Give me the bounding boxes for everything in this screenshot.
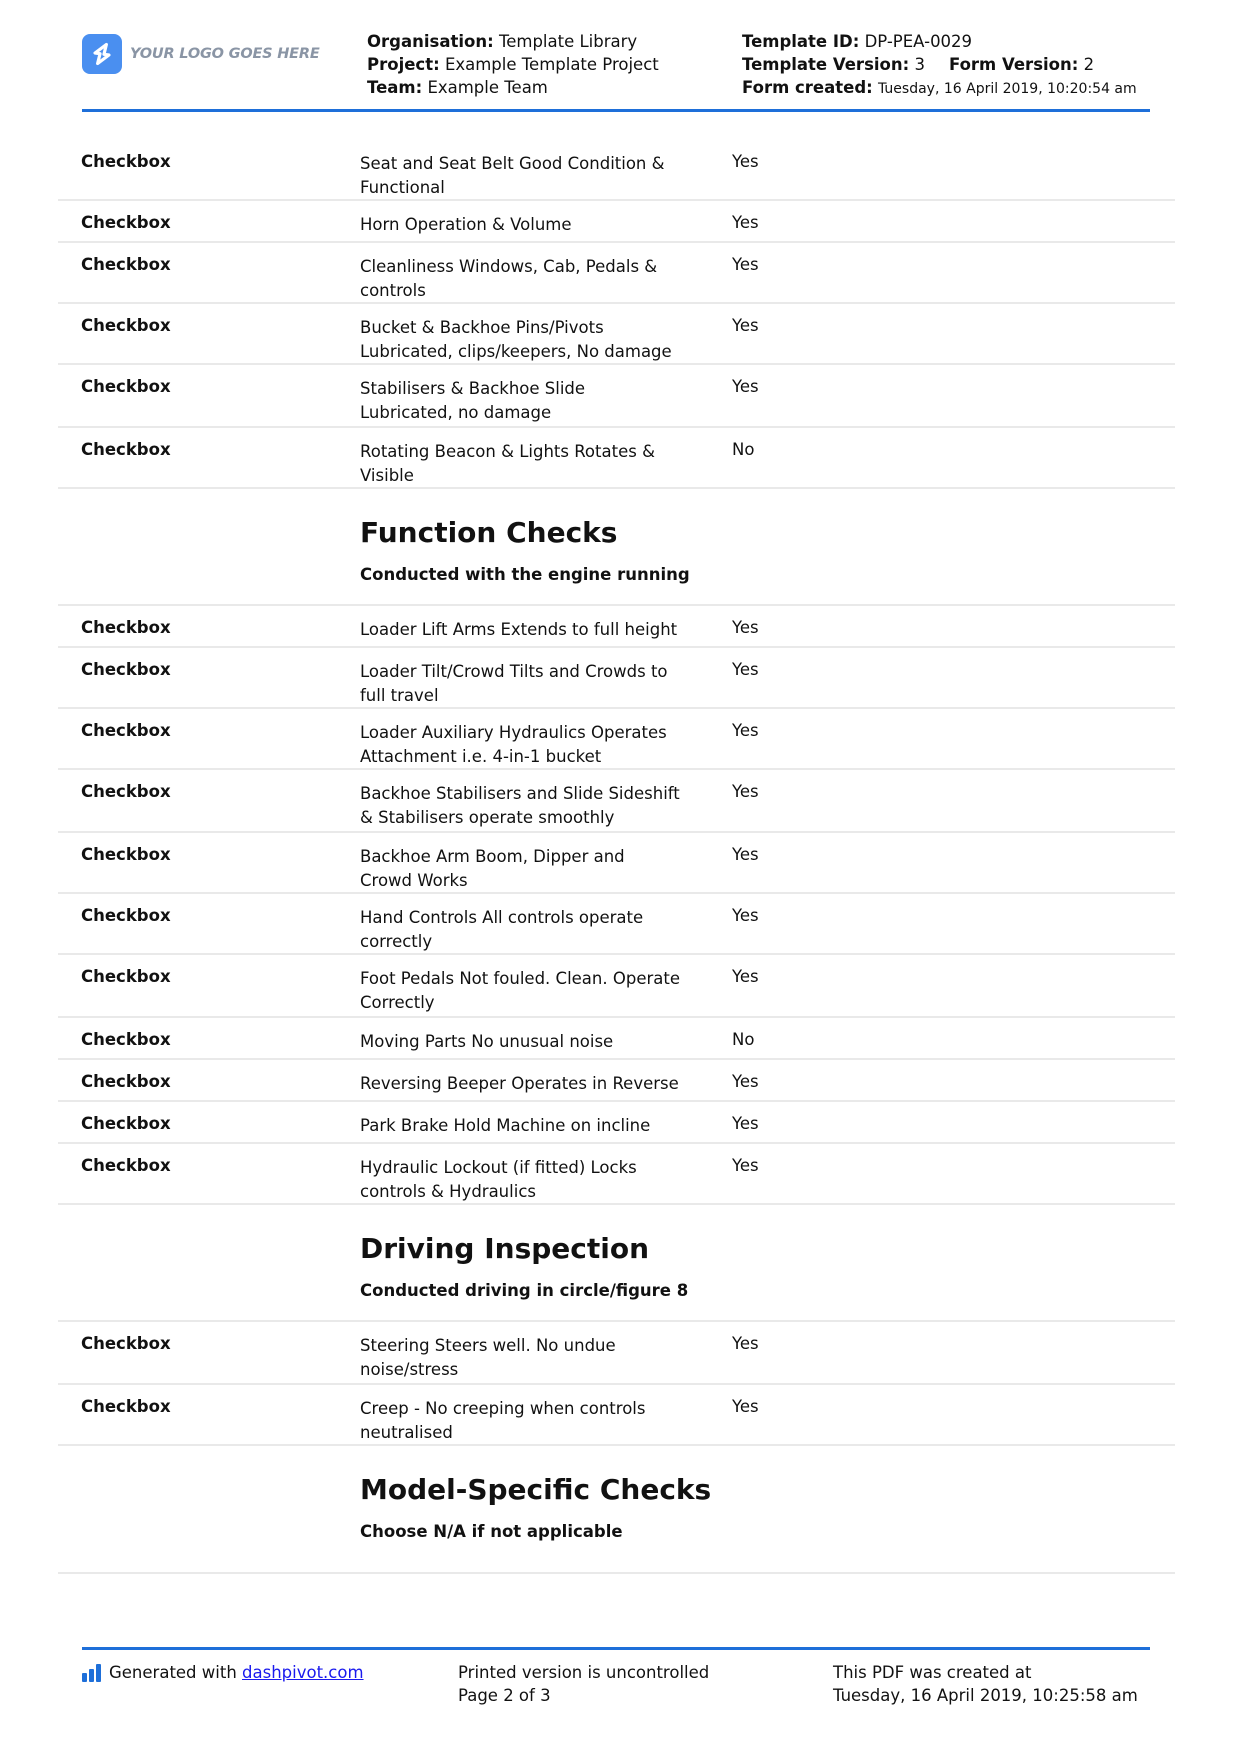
- table-row: [58, 243, 1175, 304]
- check-value: Yes: [732, 782, 759, 801]
- table-row: [58, 140, 1175, 201]
- header-org-info: [367, 30, 659, 99]
- check-value: Yes: [732, 1397, 759, 1416]
- form-created-label: Form created:: [742, 78, 873, 97]
- table-row: [58, 1144, 1175, 1205]
- form-version-label: Form Version:: [948, 55, 1079, 74]
- table-row: [58, 955, 1175, 1018]
- check-value: Yes: [732, 213, 759, 232]
- check-value: Yes: [732, 660, 759, 679]
- check-item: Backhoe Arm Boom, Dipper and Crowd Works: [360, 847, 625, 890]
- table-row: [58, 894, 1175, 955]
- header-divider: [82, 109, 1150, 112]
- check-item: Horn Operation & Volume: [360, 215, 572, 234]
- table-row: [58, 1018, 1175, 1060]
- form-created-value: Tuesday, 16 April 2019, 10:20:54 am: [878, 81, 1137, 97]
- section-function-checks: [58, 489, 1175, 606]
- print-status: [458, 1661, 709, 1707]
- check-value: Yes: [732, 1156, 759, 1175]
- check-item: Backhoe Stabilisers and Slide Sideshift & Stabilisers operate smoothly: [360, 784, 680, 827]
- field-type: Checkbox: [81, 845, 171, 864]
- section-subtitle: Choose N/A if not applicable: [360, 1522, 623, 1541]
- section-title: Driving Inspection: [360, 1232, 650, 1265]
- check-item: Steering Steers well. No undue noise/stress: [360, 1336, 616, 1379]
- field-type: Checkbox: [81, 1397, 171, 1416]
- section-driving-inspection: [58, 1205, 1175, 1322]
- template-id-value: DP-PEA-0029: [864, 32, 973, 51]
- template-version-label: Template Version:: [742, 55, 910, 74]
- section-model-specific-checks: [58, 1446, 1175, 1574]
- project-label: Project:: [367, 55, 440, 74]
- form-version-value: 2: [1083, 55, 1095, 74]
- check-value: Yes: [732, 1334, 759, 1353]
- check-value: Yes: [732, 316, 759, 335]
- check-item: Reversing Beeper Operates in Reverse: [360, 1074, 679, 1093]
- check-value: Yes: [732, 255, 759, 274]
- team-label: Team:: [367, 78, 423, 97]
- field-type: Checkbox: [81, 440, 171, 459]
- template-id-label: Template ID:: [742, 32, 860, 51]
- check-value: No: [732, 1030, 755, 1049]
- check-value: Yes: [732, 721, 759, 740]
- check-item: Bucket & Backhoe Pins/Pivots Lubricated, clips/keepers, No damage: [360, 318, 672, 361]
- table-row: [58, 833, 1175, 894]
- check-value: Yes: [732, 1114, 759, 1133]
- pdf-created: [833, 1661, 1138, 1707]
- check-value: No: [732, 440, 755, 459]
- table-row: [58, 1385, 1175, 1446]
- field-type: Checkbox: [81, 1072, 171, 1091]
- field-type: Checkbox: [81, 316, 171, 335]
- field-type: Checkbox: [81, 967, 171, 986]
- project-value: Example Template Project: [444, 55, 659, 74]
- check-value: Yes: [732, 152, 759, 171]
- table-row: [58, 709, 1175, 770]
- field-type: Checkbox: [81, 906, 171, 925]
- table-row: [58, 770, 1175, 833]
- table-row: [58, 304, 1175, 365]
- check-value: Yes: [732, 377, 759, 396]
- check-value: Yes: [732, 618, 759, 637]
- table-row: [58, 365, 1175, 428]
- team-value: Example Team: [427, 78, 548, 97]
- field-type: Checkbox: [81, 377, 171, 396]
- field-type: Checkbox: [81, 618, 171, 637]
- organisation-value: Template Library: [498, 32, 638, 51]
- table-row: [58, 1060, 1175, 1102]
- field-type: Checkbox: [81, 1156, 171, 1175]
- dashpivot-link[interactable]: dashpivot.com: [242, 1663, 364, 1682]
- check-value: Yes: [732, 967, 759, 986]
- pdf-created-label: This PDF was created at: [833, 1663, 1032, 1682]
- check-item: Loader Tilt/Crowd Tilts and Crowds to full travel: [360, 662, 668, 705]
- logo-icon: [82, 34, 122, 74]
- field-type: Checkbox: [81, 213, 171, 232]
- field-type: Checkbox: [81, 255, 171, 274]
- uncontrolled-notice: Printed version is uncontrolled: [458, 1663, 710, 1682]
- company-logo: [82, 34, 320, 74]
- pdf-created-value: Tuesday, 16 April 2019, 10:25:58 am: [833, 1686, 1138, 1705]
- page-number: Page 2 of 3: [458, 1686, 551, 1705]
- check-item: Park Brake Hold Machine on incline: [360, 1116, 651, 1135]
- organisation-label: Organisation:: [367, 32, 494, 51]
- field-type: Checkbox: [81, 782, 171, 801]
- section-title: Function Checks: [360, 516, 618, 549]
- check-value: Yes: [732, 906, 759, 925]
- field-type: Checkbox: [81, 1334, 171, 1353]
- table-row: [58, 428, 1175, 489]
- header-template-info: [742, 30, 1137, 101]
- section-subtitle: Conducted driving in circle/figure 8: [360, 1281, 689, 1300]
- check-item: Loader Auxiliary Hydraulics Operates Attachment i.e. 4-in-1 bucket: [360, 723, 667, 766]
- footer-divider: [82, 1647, 1150, 1650]
- generated-prefix: Generated with: [109, 1663, 243, 1682]
- field-type: Checkbox: [81, 721, 171, 740]
- check-item: Hand Controls All controls operate correctly: [360, 908, 644, 951]
- template-version-value: 3: [914, 55, 925, 74]
- check-item: Cleanliness Windows, Cab, Pedals & controls: [360, 257, 658, 300]
- field-type: Checkbox: [81, 152, 171, 171]
- table-row: [58, 648, 1175, 709]
- page-header: [82, 28, 1150, 110]
- dashpivot-bars-icon: [82, 1664, 101, 1682]
- field-type: Checkbox: [81, 1030, 171, 1049]
- table-row: [58, 1322, 1175, 1385]
- checklist-table: [58, 140, 1175, 1574]
- field-type: Checkbox: [81, 1114, 171, 1133]
- check-item: Rotating Beacon & Lights Rotates & Visible: [360, 442, 655, 485]
- check-item: Loader Lift Arms Extends to full height: [360, 620, 678, 639]
- check-item: Hydraulic Lockout (if fitted) Locks controls & Hydraulics: [360, 1158, 637, 1201]
- check-item: Stabilisers & Backhoe Slide Lubricated, no damage: [360, 379, 586, 422]
- table-row: [58, 1102, 1175, 1144]
- check-item: Moving Parts No unusual noise: [360, 1032, 614, 1051]
- section-subtitle: Conducted with the engine running: [360, 565, 690, 584]
- check-item: Creep - No creeping when controls neutralised: [360, 1399, 646, 1442]
- check-item: Foot Pedals Not fouled. Clean. Operate Correctly: [360, 969, 680, 1012]
- field-type: Checkbox: [81, 660, 171, 679]
- table-row: [58, 606, 1175, 648]
- logo-text: YOUR LOGO GOES HERE: [130, 46, 320, 62]
- check-value: Yes: [732, 1072, 759, 1091]
- generated-with: [82, 1661, 364, 1684]
- check-item: Seat and Seat Belt Good Condition & Functional: [360, 154, 665, 197]
- section-title: Model-Specific Checks: [360, 1473, 712, 1506]
- check-value: Yes: [732, 845, 759, 864]
- table-row: [58, 201, 1175, 243]
